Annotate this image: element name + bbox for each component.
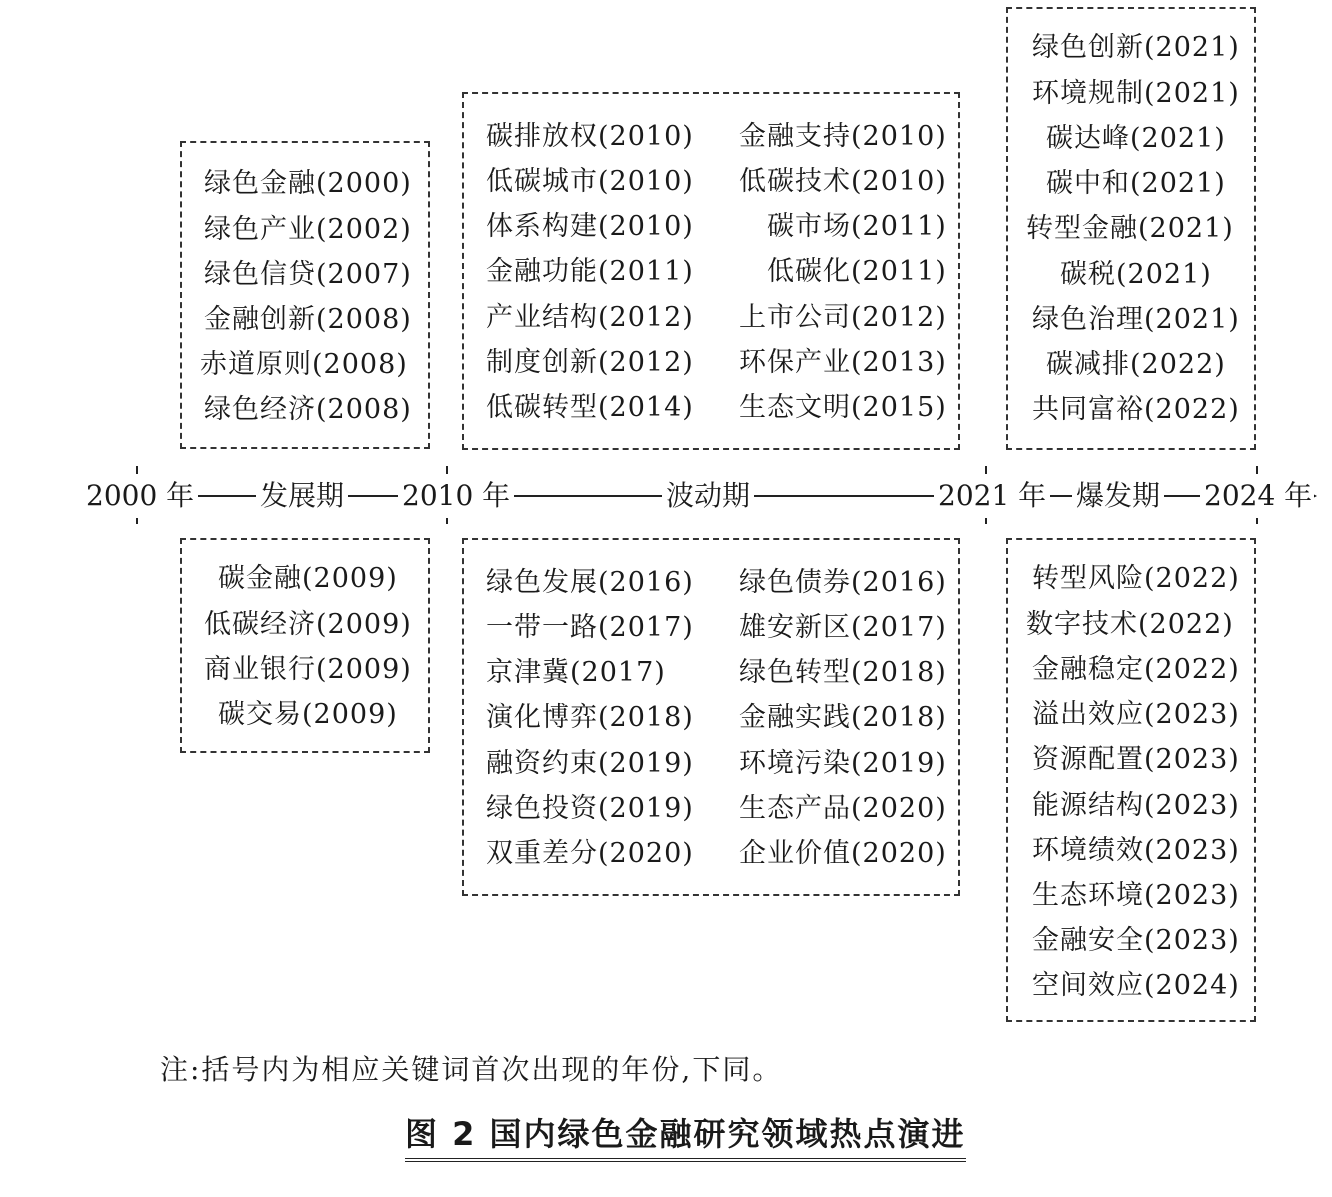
keyword: 金融功能(2011) [486, 256, 694, 287]
keyword: 低碳技术(2010) [739, 166, 947, 197]
keyword: 环境污染(2019) [739, 748, 947, 779]
keyword: 绿色经济(2008) [204, 394, 412, 425]
box-development-bottom [180, 538, 430, 753]
keyword: 绿色信贷(2007) [204, 259, 412, 290]
keyword: 绿色产业(2002) [204, 214, 412, 245]
keyword: 环境规制(2021) [1032, 78, 1240, 109]
box-fluctuation-top [462, 92, 960, 450]
keyword: 生态环境(2023) [1032, 880, 1240, 911]
keyword: 资源配置(2023) [1032, 744, 1240, 775]
keyword: 低碳经济(2009) [204, 609, 412, 640]
keyword: 京津冀(2017) [486, 657, 666, 688]
keyword: 生态文明(2015) [739, 392, 947, 423]
box-burst-bottom [1006, 538, 1256, 1022]
keyword: 一带一路(2017) [486, 612, 694, 643]
keyword: 碳中和(2021) [1046, 168, 1226, 199]
keyword: 生态产品(2020) [739, 793, 947, 824]
phase-label: 发展期 [256, 474, 348, 518]
timeline-mark: 2000 年 [82, 474, 198, 518]
figure-caption: 图 2 国内绿色金融研究领域热点演进 [405, 1110, 966, 1162]
keyword: 低碳化(2011) [767, 256, 947, 287]
keyword: 演化博弈(2018) [486, 702, 694, 733]
keyword: 绿色治理(2021) [1032, 304, 1240, 335]
keyword: 绿色金融(2000) [204, 168, 412, 199]
phase-label: 爆发期 [1072, 474, 1164, 518]
timeline-mark: 2021 年 [934, 474, 1050, 518]
keyword: 绿色发展(2016) [486, 567, 694, 598]
keyword: 产业结构(2012) [486, 302, 694, 333]
keyword: 赤道原则(2008) [200, 349, 408, 380]
keyword: 共同富裕(2022) [1032, 394, 1240, 425]
keyword: 溢出效应(2023) [1032, 699, 1240, 730]
phase-label: 波动期 [662, 474, 754, 518]
keyword: 转型风险(2022) [1032, 563, 1240, 594]
keyword: 碳达峰(2021) [1046, 123, 1226, 154]
keyword: 绿色债券(2016) [739, 567, 947, 598]
box-fluctuation-bottom [462, 538, 960, 896]
keyword: 绿色创新(2021) [1032, 32, 1240, 63]
keyword: 转型金融(2021) [1026, 213, 1234, 244]
keyword: 金融实践(2018) [739, 702, 947, 733]
timeline-mark: 2024 年 [1200, 474, 1314, 518]
box-burst-top [1006, 7, 1256, 450]
keyword: 上市公司(2012) [739, 302, 947, 333]
keyword: 低碳城市(2010) [486, 166, 694, 197]
figure-note: 注:括号内为相应关键词首次出现的年份,下同。 [160, 1053, 783, 1086]
keyword: 雄安新区(2017) [739, 612, 947, 643]
keyword: 低碳转型(2014) [486, 392, 694, 423]
keyword: 碳排放权(2010) [486, 121, 694, 152]
keyword: 商业银行(2009) [204, 654, 412, 685]
keyword: 空间效应(2024) [1032, 970, 1240, 1001]
keyword: 金融支持(2010) [739, 121, 947, 152]
keyword: 绿色投资(2019) [486, 793, 694, 824]
keyword: 碳减排(2022) [1046, 349, 1226, 380]
keyword: 碳税(2021) [1060, 259, 1212, 290]
keyword: 数字技术(2022) [1026, 609, 1234, 640]
keyword: 体系构建(2010) [486, 211, 694, 242]
keyword: 绿色转型(2018) [739, 657, 947, 688]
keyword: 制度创新(2012) [486, 347, 694, 378]
keyword: 双重差分(2020) [486, 838, 694, 869]
keyword: 融资约束(2019) [486, 748, 694, 779]
box-development-top [180, 141, 430, 449]
keyword: 企业价值(2020) [739, 838, 947, 869]
keyword: 环保产业(2013) [739, 347, 947, 378]
keyword: 金融创新(2008) [204, 304, 412, 335]
keyword: 能源结构(2023) [1032, 790, 1240, 821]
timeline-mark: 2010 年 [398, 474, 514, 518]
keyword: 环境绩效(2023) [1032, 835, 1240, 866]
keyword: 金融稳定(2022) [1032, 654, 1240, 685]
keyword: 碳市场(2011) [767, 211, 947, 242]
keyword: 金融安全(2023) [1032, 925, 1240, 956]
keyword: 碳金融(2009) [218, 563, 398, 594]
keyword: 碳交易(2009) [218, 699, 398, 730]
